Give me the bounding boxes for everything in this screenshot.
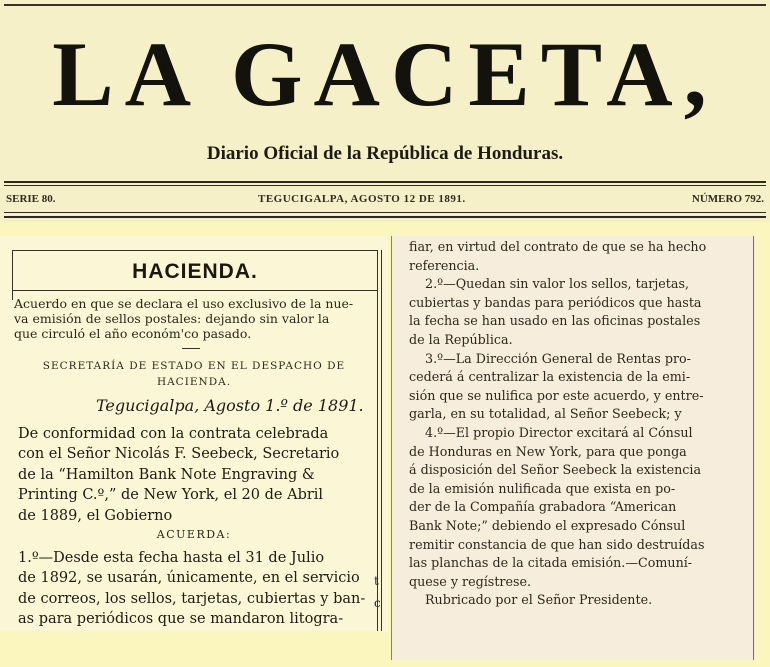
issue-number: NÚMERO 792.	[691, 193, 764, 205]
article-body	[18, 424, 370, 526]
summary-line: va emisión de sellos postales: dejando sin valor la	[14, 311, 330, 326]
column-rule	[753, 236, 754, 660]
text-line: de la República.	[409, 331, 513, 347]
margin-letter: c	[374, 596, 381, 610]
text-line: 3.º—La Dirección General de Rentas pro-	[425, 350, 691, 366]
text-line: garla, en su totalidad, al Señor Seebeck; y	[409, 406, 682, 422]
text-line: de la emisión nulificada que exista en po-	[409, 480, 676, 496]
text-line: fiar, en virtud del contrato de que se ha hecho	[409, 239, 707, 254]
body-line: de la “Hamilton Bank Note Engraving &	[18, 466, 315, 483]
info-rule	[4, 212, 766, 213]
summary-line: que circuló el año económ'co pasado.	[14, 326, 252, 341]
secretaria-heading	[14, 358, 374, 390]
text-line: 2.º—Quedan sin valor los sellos, tarjetas,	[425, 276, 689, 292]
text-line: Bank Note;” debiendo el expresado Cónsul	[409, 517, 686, 533]
secretaria-line: SECRETARÍA DE ESTADO EN EL DESPACHO DE	[42, 360, 346, 372]
newspaper-subtitle: Diario Oficial de la República de Honduras.	[206, 143, 564, 164]
separator-dash	[182, 348, 200, 349]
text-line: remitir constancia de que han sido destruídas	[409, 536, 705, 552]
text-line: quese y regístrese.	[409, 573, 532, 589]
text-line: der de la Compañía grabadora “American	[409, 499, 677, 515]
newspaper-title: LA GACETA,	[52, 23, 718, 125]
text-line: Rubricado por el Señor Presidente.	[425, 592, 653, 608]
text-line: á disposición del Señor Seebeck la existencia	[409, 462, 702, 478]
left-article-column	[0, 236, 388, 631]
clause-line: as para periódicos que se mandaron litogra-	[18, 611, 344, 628]
body-line: Printing C.º,” de New York, el 20 de Abril	[18, 487, 324, 504]
text-line: cubiertas y bandas para periódicos que hasta	[409, 294, 702, 310]
article-continuation	[409, 238, 743, 610]
article-summary	[14, 296, 368, 341]
text-line: referencia.	[409, 257, 480, 273]
text-line: la fecha se han usado en las oficinas postales	[409, 313, 701, 329]
masthead	[0, 0, 770, 222]
clause-one	[18, 548, 370, 630]
column-rule	[12, 250, 378, 251]
text-line: sión que se nulifica por este acuerdo, y entre-	[409, 387, 704, 403]
issue-dateline: TEGUCIGALPA, AGOSTO 12 DE 1891.	[258, 193, 466, 205]
secretaria-line: HACIENDA.	[156, 376, 232, 388]
column-rule	[381, 250, 382, 631]
info-rule	[4, 181, 766, 183]
text-line: de Honduras en New York, para que ponga	[409, 443, 687, 459]
body-line: De conformidad con la contrata celebrada	[18, 426, 329, 442]
clause-line: de correos, los sellos, tarjetas, cubiertas y ban-	[18, 590, 366, 607]
article-dateline: Tegucigalpa, Agosto 1.º de 1891.	[96, 396, 364, 415]
acuerda-heading: ACUERDA:	[156, 528, 232, 541]
text-line: las planchas de la citada emisión.—Comuní-	[409, 555, 693, 571]
issue-serie: SERIE 80.	[6, 193, 56, 205]
section-heading: HACIENDA.	[132, 260, 258, 283]
clause-line: de 1892, se usarán, únicamente, en el servicio	[18, 570, 360, 587]
masthead-top-rule	[4, 4, 766, 6]
body-line: de 1889, el Gobierno	[18, 507, 173, 524]
summary-line: Acuerdo en que se declara el uso exclusivo de la nue-	[14, 296, 354, 311]
column-rule	[391, 236, 392, 660]
text-line: cederá á centralizar la existencia de la emi-	[409, 369, 691, 385]
clause-line: 1.º—Desde esta fecha hasta el 31 de Julio	[18, 550, 325, 566]
heading-rule	[12, 290, 378, 291]
margin-letter: t	[374, 574, 379, 588]
body-line: con el Señor Nicolás F. Seebeck, Secretario	[18, 446, 340, 463]
info-rule	[4, 216, 766, 218]
info-rule	[4, 185, 766, 186]
text-line: 4.º—El propio Director excitará al Cónsul	[425, 424, 693, 440]
right-article-column	[391, 236, 755, 660]
